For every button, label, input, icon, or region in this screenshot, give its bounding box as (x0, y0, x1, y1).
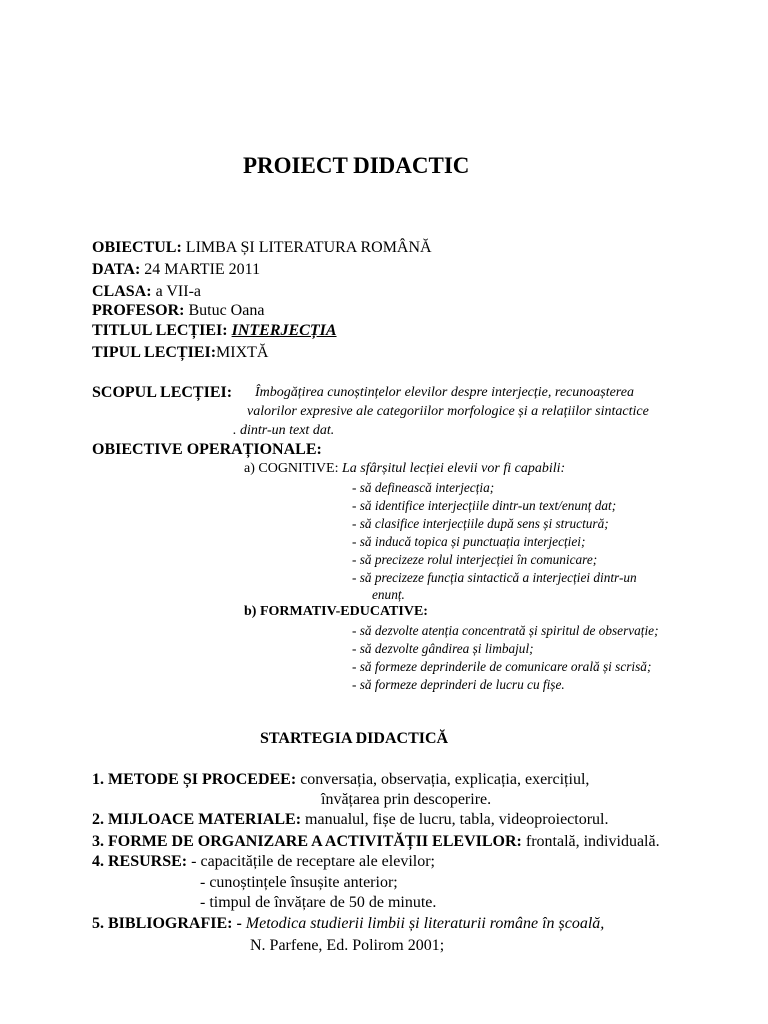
class-line (92, 284, 201, 300)
resources-item: - capacitățile de receptare ale elevilor; (187, 853, 435, 870)
resources-item: - timpul de învățare de 50 de minute. (200, 894, 437, 911)
teacher-value: Butuc Oana (184, 302, 265, 319)
date-line (92, 262, 260, 278)
scope-line-1: Îmbogățirea cunoștințelor elevilor despre interjecție, recunoașterea (255, 385, 634, 400)
subject-label: OBIECTUL: (92, 239, 182, 256)
cognitive-item: - să clasifice interjecțiile după sens și structură; (352, 516, 609, 531)
teacher-label: PROFESOR: (92, 302, 185, 319)
class-value: a VII-a (151, 283, 202, 300)
methods-continuation: învățarea prin descoperire. (321, 791, 492, 808)
cognitive-item-continuation: enunț. (372, 587, 405, 602)
scope-label: SCOPUL LECȚIEI: (92, 384, 233, 401)
scope-line-3: . dintr-un text dat. (233, 423, 335, 438)
cognitive-label: a) COGNITIVE: (244, 461, 339, 476)
organization-line (92, 834, 660, 850)
methods-value: conversația, observația, explicația, exercițiul, (296, 771, 590, 788)
formative-item: - să formeze deprinderile de comunicare orală și scrisă; (352, 659, 652, 674)
cognitive-item: - să precizeze rolul interjecției în comunicare; (352, 552, 598, 567)
materials-value: manualul, fișe de lucru, tabla, videoproiectorul. (301, 811, 609, 828)
bibliography-continuation: N. Parfene, Ed. Polirom 2001; (250, 937, 445, 954)
teacher-line (92, 303, 264, 319)
bibliography-line (92, 916, 604, 932)
lesson-title-line (92, 323, 337, 339)
organization-label: 3. FORME DE ORGANIZARE A ACTIVITĂȚII ELEVILOR: (92, 833, 522, 850)
subject-value: LIMBA ȘI LITERATURA ROMÂNĂ (181, 239, 432, 256)
bibliography-label: 5. BIBLIOGRAFIE: (92, 915, 233, 932)
cognitive-line (244, 462, 565, 476)
formative-label: b) FORMATIV-EDUCATIVE: (244, 604, 428, 619)
formative-item: - să dezvolte atenția concentrată și spiritul de observație; (352, 623, 659, 638)
bibliography-dash: - (232, 915, 246, 932)
lesson-title-label: TITLUL LECȚIEI: (92, 322, 228, 339)
lesson-type-label: TIPUL LECȚIEI: (92, 344, 217, 361)
formative-item: - să formeze deprinderi de lucru cu fișe. (352, 677, 565, 692)
date-value: 24 MARTIE 2011 (140, 261, 261, 278)
lesson-type-line (92, 345, 268, 361)
lesson-title-value: INTERJECȚIA (231, 322, 337, 339)
formative-item: - să dezvolte gândirea și limbajul; (352, 641, 534, 656)
strategy-heading: STARTEGIA DIDACTICĂ (260, 730, 449, 747)
materials-line (92, 812, 609, 828)
organization-value: frontală, individuală. (521, 833, 660, 850)
subject-line (92, 240, 432, 256)
scope-line-2: valorilor expresive ale categoriilor morfologice și a relațiilor sintactice (247, 404, 649, 419)
methods-label: 1. METODE ȘI PROCEDEE: (92, 771, 297, 788)
resources-label: 4. RESURSE: (92, 853, 188, 870)
resources-line (92, 854, 435, 870)
cognitive-item: - să identifice interjecțiile dintr-un text/enunț dat; (352, 498, 617, 513)
cognitive-intro: La sfârșitul lecției elevii vor fi capabili: (341, 461, 566, 476)
resources-item: - cunoștințele însușite anterior; (200, 874, 398, 891)
methods-line (92, 772, 589, 788)
cognitive-item: - să definească interjecția; (352, 480, 495, 495)
date-label: DATA: (92, 261, 141, 278)
materials-label: 2. MIJLOACE MATERIALE: (92, 811, 302, 828)
bibliography-title: Metodica studierii limbii și literaturii române în școală, (245, 915, 605, 932)
cognitive-item: - să precizeze funcția sintactică a interjecției dintr-un (352, 570, 637, 585)
cognitive-item: - să inducă topica și punctuația interjecției; (352, 534, 586, 549)
document-title: PROIECT DIDACTIC (243, 153, 470, 178)
lesson-type-value: MIXTĂ (216, 344, 269, 361)
objectives-heading: OBIECTIVE OPERAȚIONALE: (92, 441, 322, 458)
class-label: CLASA: (92, 283, 152, 300)
